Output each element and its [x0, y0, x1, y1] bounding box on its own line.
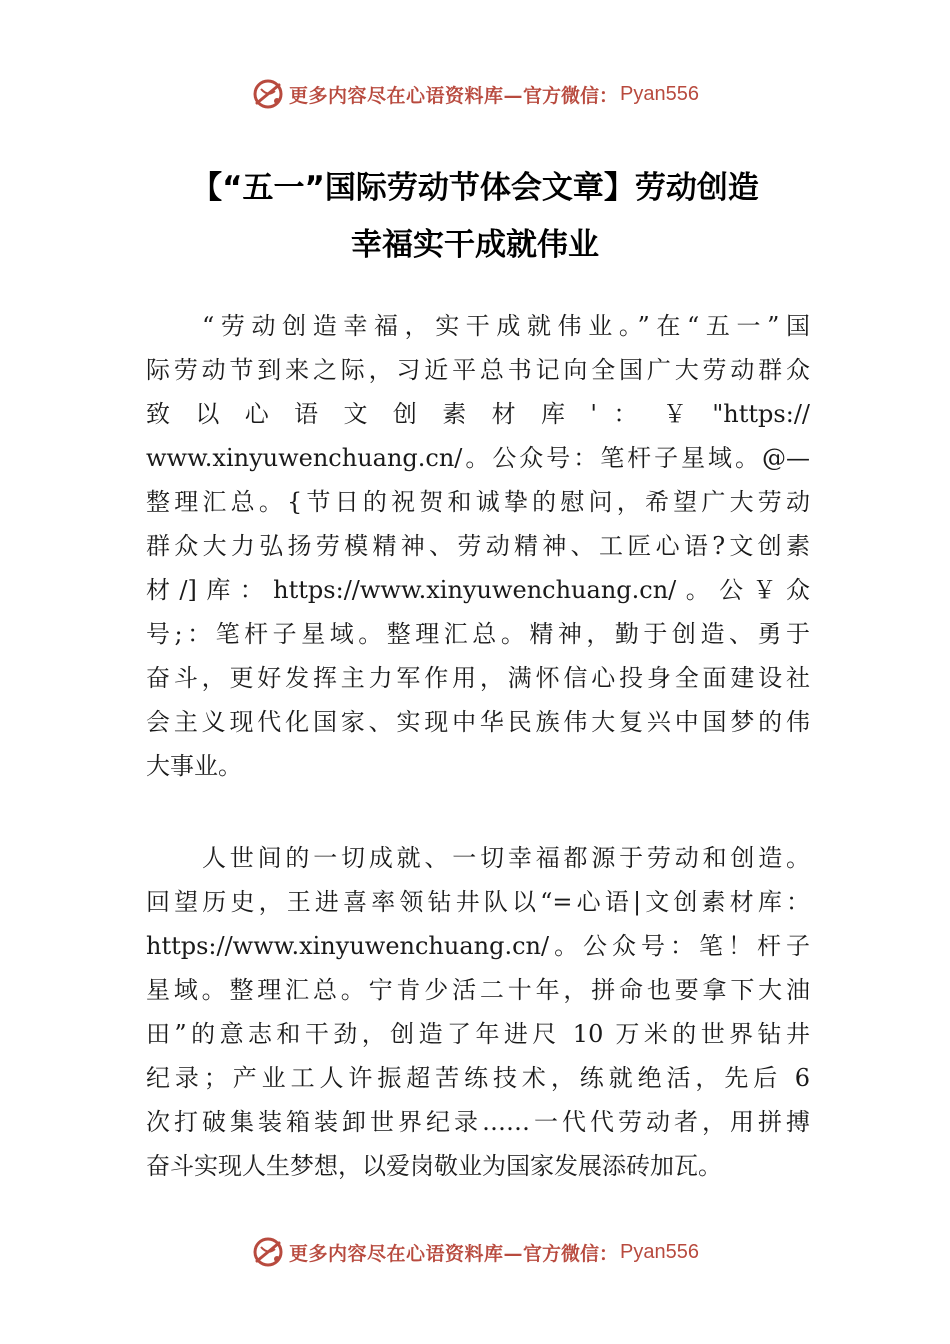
paragraph-line: 致 以 心 语 文 创 素 材 库 ' ： ￥ "https://: [146, 400, 810, 428]
banner-wechat-label: 官方微信：: [523, 84, 619, 107]
paragraph-line: 田”的意志和干劲，创造了年进尺 10 万米的世界钻井: [146, 1020, 810, 1048]
banner-wechat-id: Pyan556: [620, 1240, 699, 1263]
banner-slogan: 更多内容尽在心语资料库—: [289, 1242, 524, 1265]
paragraph-line: 群众大力弘扬劳模精神、劳动精神、工匠心语?文创素: [146, 532, 810, 560]
paragraph-line: 人世间的一切成就、一切幸福都源于劳动和创造。: [202, 844, 810, 872]
footer-banner: [0, 1232, 950, 1272]
paragraph-line: www.xinyuwenchuang.cn/。公众号：笔杆子星域。@—: [146, 444, 810, 472]
paragraph-line: 会主义现代化国家、实现中华民族伟大复兴中国梦的伟: [146, 708, 810, 736]
paragraph-line: 次打破集装箱装卸世界纪录……一代代劳动者，用拼搏: [146, 1108, 810, 1136]
banner-wechat-id: Pyan556: [620, 82, 699, 105]
paragraph-2: [146, 836, 810, 1188]
paragraph-line: 星域。整理汇总。宁肯少活二十年，拼命也要拿下大油: [146, 976, 810, 1004]
library-logo-icon: [251, 77, 285, 111]
paragraph-line: 材/]库：https://www.xinyuwenchuang.cn/。公￥众: [146, 576, 810, 604]
paragraph-line: 奋斗，更好发挥主力军作用，满怀信心投身全面建设社: [146, 664, 810, 692]
header-banner: [0, 74, 950, 114]
document-title: [100, 160, 850, 274]
paragraph-line: 际劳动节到来之际，习近平总书记向全国广大劳动群众: [146, 356, 810, 384]
paragraph-1: [146, 304, 810, 788]
paragraph-line: 回望历史，王进喜率领钻井队以“=心语|文创素材库：: [146, 888, 810, 916]
library-logo-icon: [251, 1235, 285, 1269]
paragraph-line: “劳动创造幸福，实干成就伟业。”在“五一”国: [202, 312, 810, 340]
paragraph-line: 整理汇总。{节日的祝贺和诚挚的慰问，希望广大劳动: [146, 488, 810, 516]
title-line-2: 幸福实干成就伟业: [351, 227, 599, 263]
paragraph-line: 号;：笔杆子星域。整理汇总。精神，勤于创造、勇于: [146, 620, 810, 648]
paragraph-line: 大事业。: [146, 752, 242, 780]
paragraph-line: 纪录；产业工人许振超苦练技术，练就绝活，先后 6: [146, 1064, 810, 1092]
banner-wechat-label: 官方微信：: [523, 1242, 619, 1265]
paragraph-line: 奋斗实现人生梦想，以爱岗敬业为国家发展添砖加瓦。: [146, 1152, 722, 1180]
title-line-1: 【“五一”国际劳动节体会文章】劳动创造: [191, 170, 759, 206]
banner-slogan: 更多内容尽在心语资料库—: [289, 84, 524, 107]
paragraph-line: https://www.xinyuwenchuang.cn/。公众号：笔！杆子: [146, 932, 810, 960]
